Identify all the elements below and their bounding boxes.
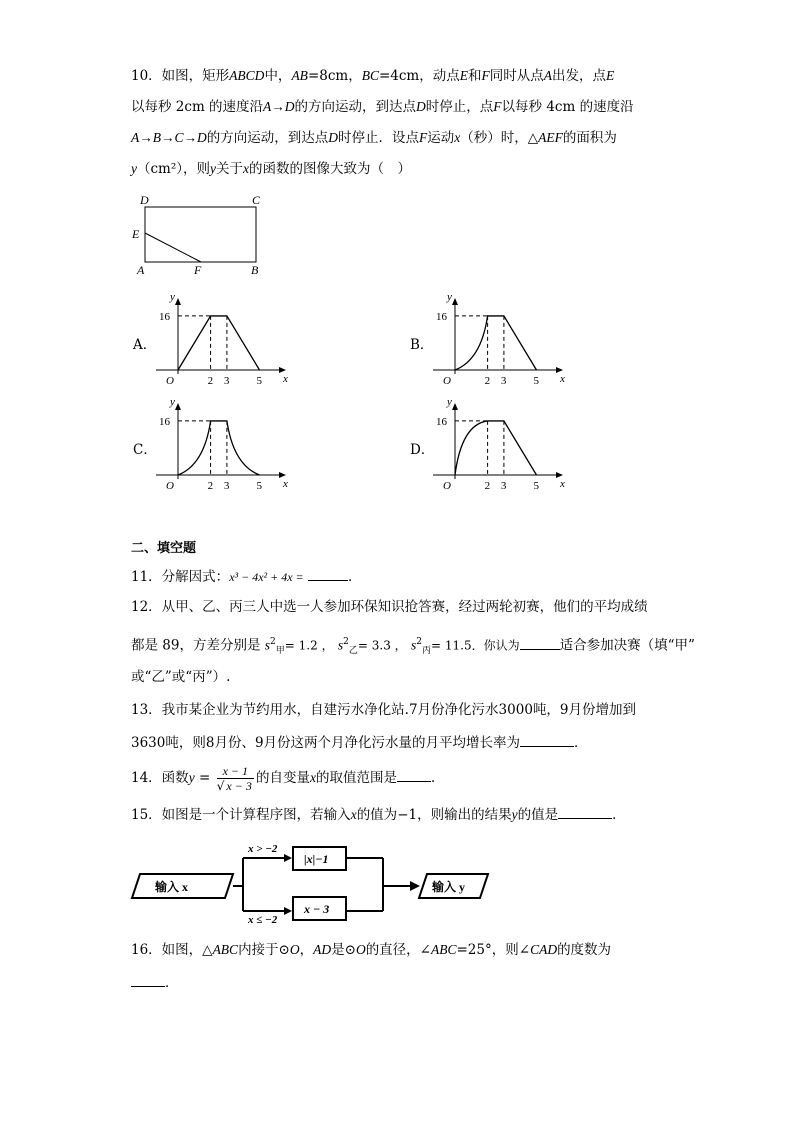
graph-curves-label-o: O: [166, 480, 174, 492]
graph-curves-tick-5: 5: [256, 480, 262, 492]
q14-fraction: $\frac{x - 1}{√ x - 3}$: [217, 764, 254, 793]
graph-linear-label-y: y: [170, 291, 175, 303]
q15-answer-blank[interactable]: [558, 804, 612, 819]
option-d-label[interactable]: D．: [410, 442, 435, 458]
q10-line4: y（cm²），则y关于x的函数的图像大致为（ ）: [131, 161, 412, 177]
flow-upper-box-label: |x|−1: [304, 852, 329, 866]
graph-curves-tick-2: 2: [207, 480, 214, 492]
q16-answer-blank[interactable]: [131, 972, 165, 987]
flow-lower-condition: x ≤ −2: [248, 914, 278, 926]
q16-line2: ．: [131, 972, 179, 993]
q16-line1: 16．如图，△ABC内接于⊙O，AD是⊙O的直径，∠ABC=25°，则∠CAD的度数为: [131, 942, 612, 958]
q11-answer-blank[interactable]: [308, 566, 348, 581]
q15: 15．如图是一个计算程序图，若输入x的值为−1，则输出的结果y的值是 ．: [131, 804, 626, 825]
graph-linear-tick-16: 16: [159, 310, 170, 323]
flow-output-label: 输入 y: [432, 880, 466, 894]
graph-concave-label-x: x: [560, 478, 565, 490]
graph-convex-curve: [455, 316, 537, 370]
label-d: D: [140, 193, 149, 207]
graph-linear-tick-5: 5: [256, 375, 262, 387]
flow-upper-condition: x > −2: [248, 843, 278, 855]
graph-concave-label-y: y: [447, 396, 452, 408]
q12-answer-blank[interactable]: [520, 635, 560, 650]
graph-concave-label-o: O: [443, 480, 451, 492]
graph-curves-tick-16: 16: [159, 415, 170, 428]
graph-concave-y-arrow: [452, 403, 458, 410]
graph-curves-label-x: x: [283, 478, 288, 490]
graph-concave-tick-2: 2: [484, 480, 491, 492]
option-b-label[interactable]: B．: [410, 337, 434, 353]
q13-line1: 13．我市某企业为节约用水，自建污水净化站.7月份净化污水3000吨，9月份增加到: [131, 702, 637, 718]
graph-curves-curve: [178, 421, 260, 475]
graph-concave-tick-3: 3: [500, 480, 507, 492]
q14-answer-blank[interactable]: [397, 767, 431, 782]
label-f: F: [194, 263, 202, 277]
graph-linear-tick-2: 2: [207, 375, 214, 387]
graph-convex-tick-16: 16: [436, 310, 447, 323]
q12-line3: 或“乙”或“丙”）.: [131, 669, 231, 685]
graph-linear-curve: [178, 316, 260, 370]
graph-linear-label-o: O: [166, 375, 174, 387]
q14: 14．函数y = $\frac{x - 1}{√ x - 3}$ 的自变量x的取值范围是 ．: [131, 764, 445, 793]
q10-line1: 10．如图，矩形ABCD中，AB=8cm，BC=4cm，动点E和F同时从点A出发，点E: [131, 68, 615, 84]
graph-convex-label-y: y: [447, 291, 452, 303]
label-c: C: [252, 193, 261, 207]
q11-expr: x³ − 4x² + 4x =: [229, 570, 304, 584]
flow-input-label: 输入 x: [155, 880, 189, 894]
graph-linear-label-x: x: [283, 373, 288, 385]
graph-linear-y-arrow: [175, 298, 181, 305]
graph-convex-label-o: O: [443, 375, 451, 387]
graph-convex-label-x: x: [560, 373, 565, 385]
graph-concave-curve: [455, 421, 537, 475]
option-a-label[interactable]: A．: [133, 337, 157, 353]
q12-line1: 12．从甲、乙、丙三人中选一人参加环保知识抢答赛，经过两轮初赛，他们的平均成绩: [131, 599, 648, 615]
q10-line3: A→B→C→D的方向运动，到达点D时停止．设点F运动x（秒）时，△AEF的面积为: [131, 130, 617, 146]
q13-answer-blank[interactable]: [520, 732, 574, 747]
graph-concave-tick-5: 5: [533, 480, 539, 492]
graph-linear-tick-3: 3: [223, 375, 230, 387]
label-b: B: [251, 263, 259, 277]
label-e: E: [132, 227, 140, 241]
graph-curves-tick-3: 3: [223, 480, 230, 492]
graph-curves-y-arrow: [175, 403, 181, 410]
q13-line2: 3630吨，则8月份、9月份这两个月净化污水量的月平均增长率为 ．: [131, 732, 588, 753]
q12-line2: 都是 89，方差分别是 $s^2_甲= 1.2$ ， $s^2_乙= 3.3$ ， $s^2_丙= 11.5$．你认为 适合参加决赛（填“甲”: [131, 632, 695, 661]
graph-concave-tick-16: 16: [436, 415, 447, 428]
flow-lower-box-label: x − 3: [304, 902, 330, 916]
section-heading: 二、填空题: [131, 541, 197, 556]
graph-convex-tick-3: 3: [500, 375, 507, 387]
graph-convex-tick-5: 5: [533, 375, 539, 387]
q11: 11．分解因式：x³ − 4x² + 4x = ．: [131, 566, 361, 587]
label-a: A: [137, 263, 145, 277]
graph-convex-tick-2: 2: [484, 375, 491, 387]
graph-convex-y-arrow: [452, 298, 458, 305]
graph-curves-label-y: y: [170, 396, 175, 408]
q10-line2: 以每秒 2cm 的速度沿A→D的方向运动，到达点D时停止，点F以每秒 4cm 的速度沿: [131, 99, 634, 115]
option-c-label[interactable]: C．: [133, 442, 157, 458]
